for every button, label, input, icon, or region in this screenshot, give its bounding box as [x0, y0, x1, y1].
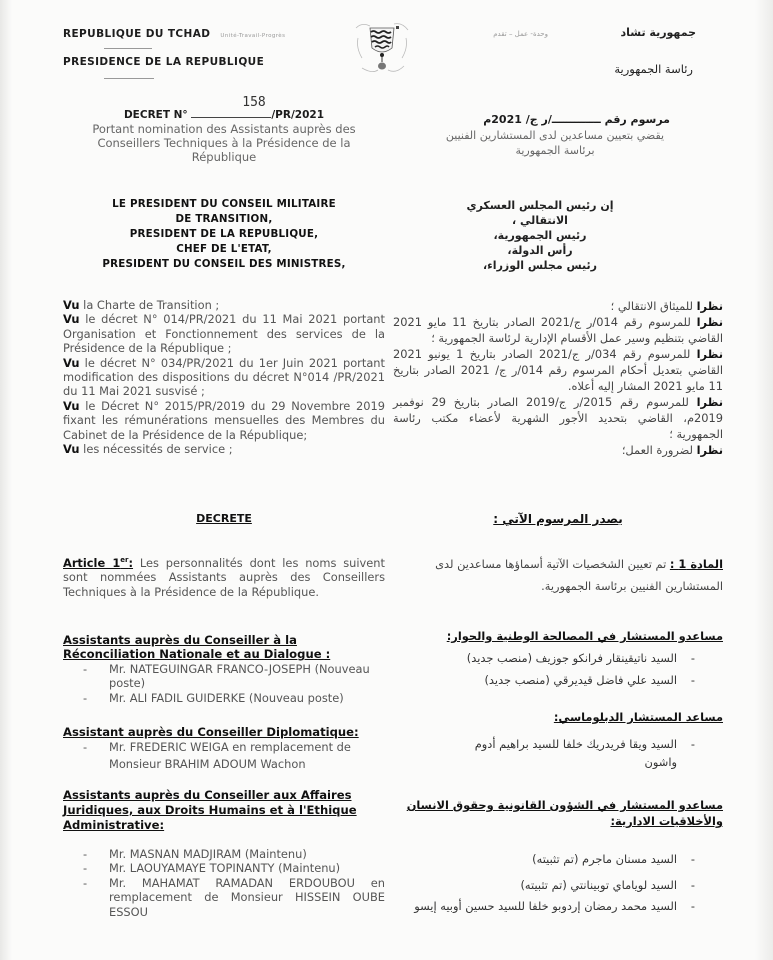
bullet-dash: - — [83, 740, 88, 755]
fr-section-title: Assistants auprès du Conseiller aux Affaires Juridiques, aux Droits Humains et à l'Ethique Administrative: — [63, 788, 357, 832]
fr-consideration — [63, 298, 385, 312]
fr-consideration-text: les nécessités de service ; — [79, 442, 233, 457]
fr-decrete-heading: DECRETE — [196, 512, 252, 525]
ar-appointee-item — [393, 669, 723, 691]
bullet-dash: - — [690, 651, 695, 665]
ar-appointee-item — [393, 877, 723, 893]
ar-appointee-text: السيد لوياماي توبينانتي (تم تثبيته) — [520, 878, 677, 892]
nazaran-keyword: نظرا — [696, 347, 723, 361]
fr-authority-block — [63, 197, 385, 272]
ar-authority-line: الانتقالي ، — [512, 214, 568, 227]
bullet-dash: - — [83, 661, 88, 676]
fr-article-1 — [63, 553, 385, 599]
ar-country — [620, 26, 696, 39]
coat-of-arms-emblem — [352, 18, 412, 78]
fr-consideration-text: la Charte de Transition ; — [79, 298, 220, 312]
ar-consideration-text: للمرسوم رقم 2015/ر ج/2019 الصادر بتاريخ 29 نوفمبر 2019م، القاضي بتحديد الأجور الشهرية لأعضاء مكتب رئاسة الجمهورية ؛ — [393, 395, 723, 441]
fr-decree-subject: Portant nomination des Assistants auprès des Conseillers Techniques à la Présidence de la République — [92, 122, 356, 164]
bullet-dash: - — [690, 899, 695, 913]
ar-consideration — [393, 394, 723, 442]
fr-appointee-text: Mr. ALI FADIL GUIDERKE (Nouveau poste) — [109, 690, 344, 705]
fr-article-label-colon: : — [128, 555, 134, 570]
fr-authority-line: CHEF DE L'ETAT, — [176, 243, 272, 255]
fr-consideration-text: le Décret N° 2015/PR/2019 du 29 Novembre 2019 fixant les rémunérations mensuelles des Membres du Cabinet de la Présidence de la République; — [63, 398, 385, 442]
vu-keyword: Vu — [63, 312, 80, 327]
fr-appointee-item — [63, 662, 385, 691]
fr-appointee-text: Mr. MASNAN MADJIRAM (Maintenu) — [109, 847, 307, 861]
nazaran-keyword: نظرا — [696, 395, 723, 409]
ar-section-legal-affairs — [393, 797, 723, 915]
bullet-dash: - — [83, 690, 88, 705]
ar-decree-number: مرسوم رقم ـــــــــــــ/ر ج/ 2021م — [483, 113, 670, 126]
handwritten-decree-number: 158 — [242, 95, 266, 110]
fr-appointee-text: Mr. MAHAMAT RAMADAN ERDOUBOU en remplacement de Monsieur HISSEIN OUBE ESSOU — [109, 875, 385, 919]
fr-consideration — [63, 442, 385, 456]
vu-keyword: Vu — [63, 398, 80, 413]
fr-authority-line: LE PRESIDENT DU CONSEIL MILITAIRE — [112, 198, 336, 210]
ar-appointee-text: السيد ويقا فريدريك خلفا للسيد براهيم أدوم واشون — [474, 737, 677, 769]
spacer — [393, 829, 723, 851]
fr-appointee-item — [63, 861, 385, 875]
ar-office: رئاسة الجمهورية — [614, 62, 693, 76]
page-edge-shadow — [0, 0, 12, 960]
ar-appointee-text: السيد محمد رمضان إردوبو خلفا للسيد حسين أوبيه إيسو — [414, 899, 677, 913]
fr-country-text: REPUBLIQUE DU TCHAD — [63, 28, 211, 40]
fr-appointee-item — [63, 691, 385, 705]
coat-of-arms-icon — [352, 18, 412, 78]
fr-appointee-item — [63, 739, 385, 773]
ar-article-1 — [393, 553, 723, 597]
fr-authority-line: PRESIDENT DU CONSEIL DES MINISTRES, — [102, 258, 346, 270]
ar-decree-title — [440, 113, 670, 158]
fr-article-label-sup: er — [120, 556, 129, 564]
ar-appointee-text: السيد علي فاضل قيديرقي (منصب جديد) — [484, 673, 677, 687]
ar-appointee-item — [393, 897, 723, 915]
nazaran-keyword: نظرا — [696, 299, 723, 313]
ar-authority-block — [440, 198, 640, 273]
number-blank-line — [191, 116, 271, 118]
fr-consideration-text: le décret N° 014/PR/2021 du 11 Mai 2021 portant Organisation et Fonctionnement des services de la Présidence de la République ; — [63, 312, 385, 356]
ar-article-label: المادة 1 : — [669, 557, 723, 571]
bullet-dash: - — [690, 673, 695, 687]
fr-consideration — [63, 356, 385, 399]
vu-keyword: Vu — [63, 355, 80, 370]
ar-appointee-text: السيد ناتيقينقار فرانكو جوزيف (منصب جديد) — [466, 651, 677, 665]
fr-authority-line: DE TRANSITION, — [175, 213, 273, 225]
ar-considerations — [393, 298, 723, 458]
ar-consideration-text: للميثاق الانتقالي ؛ — [610, 299, 697, 313]
bullet-dash: - — [83, 875, 88, 890]
ar-appointee-text: السيد مسنان ماجرم (تم تثبيته) — [532, 852, 677, 866]
ar-section-reconciliation — [393, 625, 723, 691]
fr-article-text: Les personnalités dont les noms suivent sont nommées Assistants auprès des Conseillers Techniques à la Présidence de la République. — [63, 555, 385, 599]
ar-consideration — [393, 442, 723, 458]
ar-country-text: جمهورية تشاد — [620, 26, 696, 39]
ar-consideration — [393, 314, 723, 346]
fr-decree-number-suffix: /PR/2021 — [271, 109, 325, 121]
fr-section-legal-affairs — [63, 788, 385, 919]
fr-section-title: Assistants auprès du Conseiller à la Réconciliation Nationale et au Dialogue : — [63, 633, 331, 662]
ar-appointee-item — [393, 735, 723, 771]
nazaran-keyword: نظرا — [696, 315, 723, 329]
ar-authority-line: رئيس مجلس الوزراء، — [483, 259, 597, 272]
fr-decree-number — [63, 109, 385, 121]
ar-authority-line: إن رئيس المجلس العسكري — [466, 199, 614, 212]
ar-decree-subject: يقضي بتعيين مساعدين لدى المستشارين الفنيين برئاسة الجمهورية — [445, 129, 665, 157]
fr-office: PRESIDENCE DE LA REPUBLIQUE — [63, 56, 265, 68]
page-edge-shadow — [755, 0, 773, 960]
fr-decree-number-prefix: DECRET N° — [123, 109, 188, 121]
fr-decree-title — [63, 95, 385, 164]
fr-article-label-text: Article 1 — [63, 555, 121, 570]
ar-consideration — [393, 298, 723, 314]
fr-appointee-text: Mr. LAOUYAMAYE TOPINANTY (Maintenu) — [109, 861, 341, 876]
divider — [104, 48, 152, 49]
ar-consideration-text: للمرسوم رقم 034/ر ج/2021 الصادر بتاريخ 1 يونيو 2021 القاضي بتعديل أحكام المرسوم رقم 014/ر ج/ 2021 الصادر بتاريخ 11 مايو 2021 المشار إليه أعلاه. — [393, 347, 723, 393]
fr-considerations — [63, 298, 385, 456]
fr-appointee-text: Mr. NATEGUINGAR FRANCO-JOSEPH (Nouveau poste) — [109, 661, 370, 691]
ar-motto: وحدة- عمل – تقدم — [493, 30, 548, 38]
fr-consideration — [63, 312, 385, 355]
fr-appointee-item — [63, 876, 385, 919]
ar-consideration-text: للمرسوم رقم 014/ر ج/2021 الصادر بتاريخ 11 مايو 2021 القاضي بتنظيم وسير عمل الأقسام الإدارية لرئاسة الجمهورية ؛ — [393, 315, 723, 345]
vu-keyword: Vu — [63, 442, 80, 457]
fr-section-title: Assistant auprès du Conseiller Diplomatique: — [63, 725, 359, 739]
bullet-dash: - — [690, 852, 695, 866]
ar-appointee-item — [393, 851, 723, 867]
nazaran-keyword: نظرا — [696, 443, 723, 457]
ar-article-text: تم تعيين الشخصيات الآتية أسماؤها مساعدين لدى المستشارين الفنيين برئاسة الجمهورية. — [435, 557, 723, 593]
ar-consideration-text: لضرورة العمل؛ — [621, 443, 697, 457]
fr-appointee-text: Mr. FREDERIC WEIGA en remplacement de Monsieur BRAHIM ADOUM Wachon — [109, 740, 351, 772]
ar-section-title: مساعدو المستشار في المصالحة الوطنية والحوار: — [446, 629, 723, 643]
ar-decrete-heading: يصدر المرسوم الآتي : — [493, 512, 623, 526]
fr-section-diplomatic — [63, 725, 385, 773]
fr-authority-line: PRESIDENT DE LA REPUBLIQUE, — [129, 228, 319, 240]
ar-authority-line: رئيس الجمهورية، — [493, 229, 587, 242]
fr-country — [63, 28, 285, 40]
fr-motto: Unité-Travail-Progrès — [220, 33, 286, 39]
ar-section-title: مساعد المستشار الدبلوماسي: — [553, 710, 723, 724]
fr-section-reconciliation — [63, 633, 385, 705]
bullet-dash: - — [83, 861, 88, 876]
ar-section-diplomatic — [393, 707, 723, 771]
fr-article-label — [63, 556, 133, 570]
bullet-dash: - — [83, 847, 88, 861]
ar-appointee-item — [393, 647, 723, 669]
fr-consideration — [63, 399, 385, 442]
bullet-dash: - — [690, 878, 695, 892]
ar-section-title: مساعدو المستشار في الشؤون القانونية وحقوق الانسان والأخلاقيات الادارية: — [406, 798, 723, 828]
bullet-dash: - — [690, 737, 695, 751]
vu-keyword: Vu — [63, 298, 80, 312]
ar-consideration — [393, 346, 723, 394]
ar-authority-line: رأس الدولة، — [507, 244, 573, 257]
spacer — [63, 833, 385, 847]
fr-consideration-text: le décret N° 034/PR/2021 du 1er Juin 2021 portant modification des dispositions du décret N°014 /PR/2021 du 11 Mai 2021 susvisé ; — [63, 355, 385, 399]
divider — [104, 78, 154, 79]
fr-appointee-item — [63, 847, 385, 861]
